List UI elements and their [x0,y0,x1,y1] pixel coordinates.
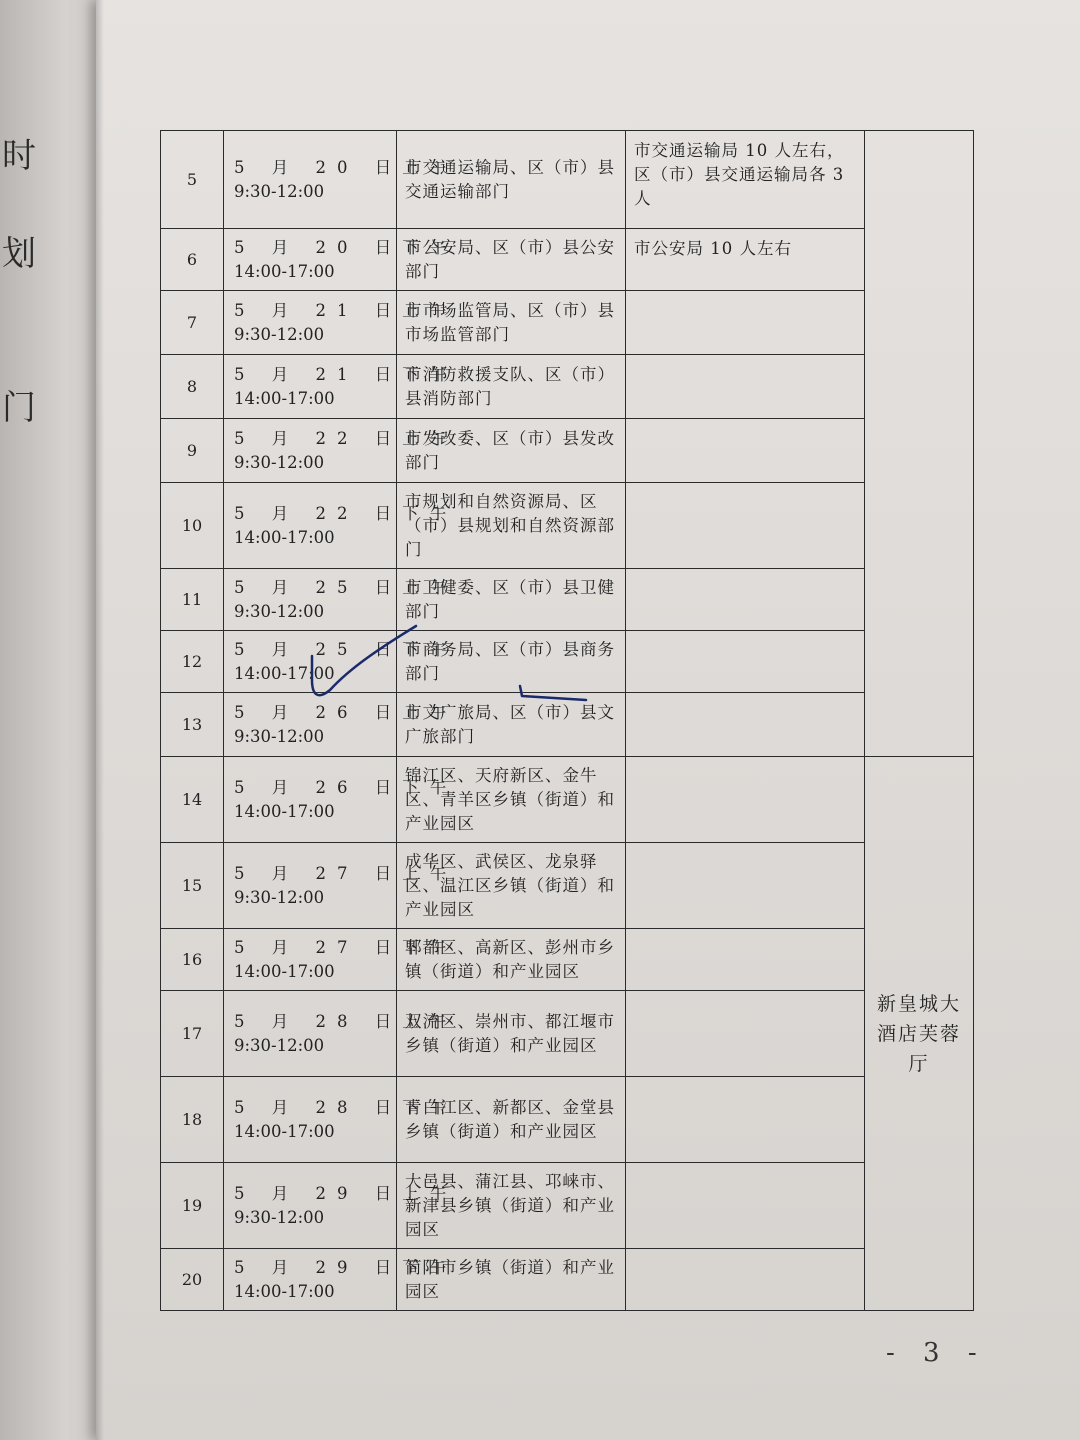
session-date: 5 月 28 日上午 [234,1011,458,1031]
participant-count-text [634,757,856,765]
participant-count [626,229,865,291]
session-time [224,1077,458,1163]
session-hours: 14:00-17:00 [234,388,335,408]
back-page-char: 时 [2,136,36,176]
participant-count-text [634,631,856,639]
participant-count-text [634,1163,856,1171]
participant-count [626,1163,865,1249]
session-hours: 14:00-17:00 [234,961,335,981]
table-row [161,843,974,929]
participating-departments: 青白江区、新都区、金堂县乡镇（街道）和产业园区 [397,1077,626,1163]
session-time [224,991,458,1077]
participant-count-text [634,291,856,299]
back-page-char: 门 [2,388,36,428]
session-date: 5 月 29 日下午 [234,1257,458,1277]
participant-count-text [634,419,856,427]
session-hours: 9:30-12:00 [234,452,325,472]
session-date: 5 月 25 日上午 [234,577,458,597]
row-number: 10 [161,483,224,569]
participating-departments: 市发改委、区（市）县发改部门 [397,419,626,483]
participating-departments: 锦江区、天府新区、金牛区、青羊区乡镇（街道）和产业园区 [397,757,626,843]
session-hours: 9:30-12:00 [234,1207,325,1227]
participant-count-text [634,693,856,701]
row-number: 15 [161,843,224,929]
participating-departments: 市卫健委、区（市）县卫健部门 [397,569,626,631]
participating-departments: 大邑县、蒲江县、邛崃市、新津县乡镇（街道）和产业园区 [397,1163,626,1249]
participant-count [626,291,865,355]
row-number: 19 [161,1163,224,1249]
session-time [224,929,458,991]
participating-departments: 市市场监管局、区（市）县市场监管部门 [397,291,626,355]
session-time [224,419,458,483]
participant-count [626,483,865,569]
session-hours: 14:00-17:00 [234,801,335,821]
table-row [161,631,974,693]
session-hours: 9:30-12:00 [234,181,325,201]
venue-cell: 新皇城大酒店芙蓉厅 [865,757,974,1311]
participant-count [626,1249,865,1311]
table-row [161,991,974,1077]
participating-departments: 成华区、武侯区、龙泉驿区、温江区乡镇（街道）和产业园区 [397,843,626,929]
participating-departments: 市文广旅局、区（市）县文广旅部门 [397,693,626,757]
participant-count [626,843,865,929]
participant-count-text [634,355,856,363]
participating-departments: 市商务局、区（市）县商务部门 [397,631,626,693]
session-hours: 9:30-12:00 [234,726,325,746]
row-number: 9 [161,419,224,483]
session-hours: 9:30-12:00 [234,887,325,907]
participating-departments: 简阳市乡镇（街道）和产业园区 [397,1249,626,1311]
table-row [161,419,974,483]
session-time [224,631,458,693]
table-row [161,1163,974,1249]
session-date: 5 月 27 日下午 [234,937,458,957]
session-time [224,229,458,291]
participant-count-text: 市公安局 10 人左右 [634,239,792,258]
session-date: 5 月 28 日下午 [234,1097,458,1117]
session-date: 5 月 26 日上午 [234,702,458,722]
session-hours: 9:30-12:00 [234,1035,325,1055]
session-date: 5 月 22 日下午 [234,503,458,523]
row-number: 14 [161,757,224,843]
page-number: - 3 - [886,1338,987,1368]
session-date: 5 月 26 日下午 [234,777,458,797]
session-time [224,355,458,419]
session-time [224,843,458,929]
session-time [224,291,458,355]
row-number: 7 [161,291,224,355]
participant-count [626,419,865,483]
schedule-table [160,130,974,1311]
session-hours: 14:00-17:00 [234,261,335,281]
participant-count-text [634,483,856,491]
session-hours: 14:00-17:00 [234,527,335,547]
table-row [161,483,974,569]
participant-count [626,631,865,693]
table-row [161,131,974,229]
table-row [161,229,974,291]
session-hours: 9:30-12:00 [234,324,325,344]
table-row [161,569,974,631]
row-number: 17 [161,991,224,1077]
session-hours: 14:00-17:00 [234,1121,335,1141]
participant-count [626,131,865,229]
row-number: 11 [161,569,224,631]
session-date: 5 月 27 日上午 [234,863,458,883]
participating-departments: 郫都区、高新区、彭州市乡镇（街道）和产业园区 [397,929,626,991]
session-date: 5 月 20 日下午 [234,237,458,257]
participant-count [626,929,865,991]
participant-count-text [634,929,856,937]
session-date: 5 月 22 日上午 [234,428,458,448]
table-row [161,757,974,843]
session-time [224,131,458,229]
participant-count-text [634,843,856,851]
participant-count-text [634,991,856,999]
session-date: 5 月 21 日下午 [234,364,458,384]
session-date: 5 月 21 日上午 [234,300,458,320]
session-time [224,569,458,631]
page-edge-shadow [96,0,104,1440]
session-hours: 9:30-12:00 [234,601,325,621]
row-number: 12 [161,631,224,693]
row-number: 16 [161,929,224,991]
table-row [161,355,974,419]
row-number: 6 [161,229,224,291]
row-number: 5 [161,131,224,229]
session-time [224,483,458,569]
session-time [224,693,458,757]
participant-count [626,991,865,1077]
table-row [161,1249,974,1311]
participant-count [626,569,865,631]
participant-count-text [634,1249,856,1257]
participant-count-text [634,1077,856,1085]
row-number: 13 [161,693,224,757]
table-row [161,291,974,355]
table-row [161,1077,974,1163]
session-hours: 14:00-17:00 [234,663,335,683]
participant-count-text: 市交通运输局 10 人左右，区（市）县交通运输局各 3 人 [634,141,845,208]
participant-count [626,355,865,419]
table-row [161,929,974,991]
session-date: 5 月 20 日上午 [234,157,458,177]
participant-count [626,693,865,757]
row-number: 8 [161,355,224,419]
back-page [0,0,110,1440]
row-number: 20 [161,1249,224,1311]
venue-cell-upper [865,131,974,757]
session-date: 5 月 29 日上午 [234,1183,458,1203]
participating-departments: 双流区、崇州市、都江堰市乡镇（街道）和产业园区 [397,991,626,1077]
participant-count [626,1077,865,1163]
participating-departments: 市规划和自然资源局、区（市）县规划和自然资源部门 [397,483,626,569]
table-row [161,693,974,757]
back-page-char: 划 [2,234,36,274]
participating-departments: 市消防救援支队、区（市）县消防部门 [397,355,626,419]
session-time [224,1249,458,1311]
participant-count [626,757,865,843]
session-hours: 14:00-17:00 [234,1281,335,1301]
session-time [224,1163,458,1249]
participating-departments: 市公安局、区（市）县公安部门 [397,229,626,291]
row-number: 18 [161,1077,224,1163]
participating-departments: 市交通运输局、区（市）县交通运输部门 [397,131,626,229]
participant-count-text [634,569,856,577]
session-time [224,757,458,843]
session-date: 5 月 25 日下午 [234,639,458,659]
